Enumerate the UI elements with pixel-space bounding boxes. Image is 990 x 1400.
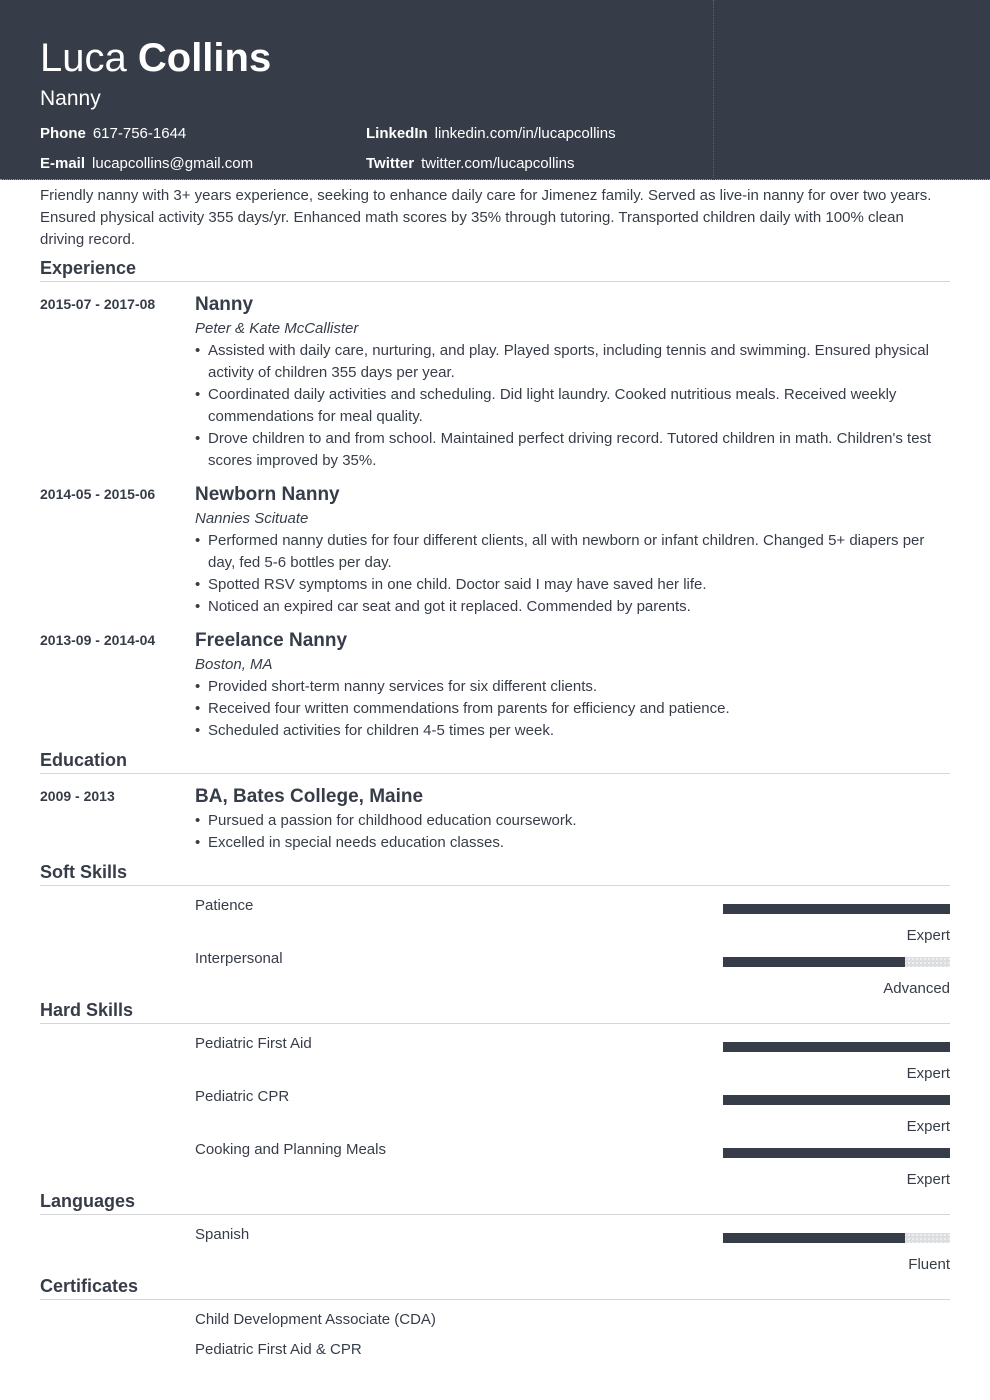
entry-date: 2013-09 - 2014-04: [40, 632, 156, 648]
phone-label: Phone: [40, 125, 86, 142]
skill-level-label: Advanced: [883, 980, 950, 997]
contact-twitter: [366, 155, 574, 173]
section-education-heading: Education: [40, 749, 950, 774]
resume-header: [0, 0, 990, 180]
bullet-item: • Performed nanny duties for four different clients, all with newborn or infant children. Changed 5+ diapers per day, fed 5-6 bottles per day.: [195, 532, 925, 571]
section-certificates-heading: Certificates: [40, 1275, 950, 1300]
entry-bullets: [195, 676, 950, 742]
certificate-item: Pediatric First Aid & CPR: [195, 1341, 362, 1358]
contact-linkedin: [366, 125, 616, 143]
skill-level-bar: [723, 1148, 950, 1158]
entry-bullets: [195, 340, 950, 472]
job-title: Nanny: [40, 87, 101, 110]
phone-value[interactable]: 617-756-1644: [92, 125, 187, 142]
bullet-item: • Assisted with daily care, nurturing, and play. Played sports, including tennis and swimming. Ensured physical activity of children 355 days per year.: [195, 342, 929, 381]
entry-role: Newborn Nanny: [195, 484, 340, 505]
contact-email: [40, 155, 253, 173]
skill-name: Cooking and Planning Meals: [195, 1141, 386, 1158]
skill-level-fill: [723, 904, 950, 914]
bullet-item: • Drove children to and from school. Maintained perfect driving record. Tutored children in math. Children's test scores improved by 35%.: [195, 430, 932, 469]
contact-phone: [40, 125, 186, 143]
skill-row: [195, 896, 950, 944]
skill-level-label: Expert: [906, 1171, 950, 1188]
skill-level-fill: [723, 1095, 950, 1105]
bullet-icon: •: [195, 598, 201, 615]
skill-name: Interpersonal: [195, 950, 283, 967]
summary: Friendly nanny with 3+ years experience, seeking to enhance daily care for Jimenez family. Served as live-in nanny for over two years. Ensured physical activity 355 days/yr. Enhanced math scores by 35% through tutoring. Transported children daily with 100% clean driving record.: [40, 187, 932, 248]
skill-level-fill: [723, 1148, 950, 1158]
entry-organization: Nannies Scituate: [195, 510, 309, 527]
skill-level-bar: [723, 957, 950, 967]
bullet-item: • Coordinated daily activities and scheduling. Did light laundry. Cooked nutritious meals. Received weekly commendations for meal quality.: [195, 386, 897, 425]
entry-date: 2009 - 2013: [40, 788, 115, 804]
skill-row: [195, 1087, 950, 1135]
bullet-icon: •: [195, 678, 201, 695]
linkedin-value[interactable]: linkedin.com/in/lucapcollins: [434, 125, 616, 142]
bullet-icon: •: [195, 722, 201, 739]
email-label: E-mail: [40, 155, 86, 172]
bullet-icon: •: [195, 342, 201, 359]
bullet-item: • Spotted RSV symptoms in one child. Doctor said I may have saved her life.: [195, 574, 950, 596]
bullet-icon: •: [195, 576, 201, 593]
language-name: Spanish: [195, 1226, 250, 1243]
last-name: Collins: [137, 36, 272, 80]
section-hard-skills-heading: Hard Skills: [40, 999, 950, 1024]
candidate-name: [40, 34, 271, 82]
bullet-item: • Scheduled activities for children 4-5 times per week.: [195, 720, 950, 742]
skill-row: [195, 1034, 950, 1082]
entry-bullets: [195, 530, 950, 618]
skill-name: Patience: [195, 897, 254, 914]
bullet-icon: •: [195, 812, 201, 829]
skill-level-bar: [723, 904, 950, 914]
email-value[interactable]: lucapcollins@gmail.com: [92, 155, 254, 172]
bullet-icon: •: [195, 430, 201, 447]
entry-role: Nanny: [195, 294, 254, 315]
language-level-label: Fluent: [908, 1256, 950, 1273]
skill-level-fill: [723, 1042, 950, 1052]
language-level-fill: [723, 1233, 905, 1243]
bullet-item: • Received four written commendations from parents for efficiency and patience.: [195, 698, 950, 720]
section-experience-heading: Experience: [40, 257, 950, 282]
section-soft-skills-heading: Soft Skills: [40, 861, 950, 886]
bullet-icon: •: [195, 386, 201, 403]
skill-row: [195, 1140, 950, 1188]
entry-date: 2015-07 - 2017-08: [40, 296, 156, 312]
entry-bullets: [195, 810, 950, 854]
bullet-item: • Noticed an expired car seat and got it replaced. Commended by parents.: [195, 596, 950, 618]
skill-row: [195, 949, 950, 997]
skill-name: Pediatric First Aid: [195, 1035, 312, 1052]
twitter-label: Twitter: [366, 155, 415, 172]
entry-organization: Boston, MA: [195, 656, 273, 673]
linkedin-label: LinkedIn: [366, 125, 428, 142]
bullet-icon: •: [195, 700, 201, 717]
language-level-bar: [723, 1233, 950, 1243]
entry-date: 2014-05 - 2015-06: [40, 486, 156, 502]
entry-organization: Peter & Kate McCallister: [195, 320, 359, 337]
bullet-item: • Excelled in special needs education classes.: [195, 832, 950, 854]
skill-level-label: Expert: [906, 927, 950, 944]
bullet-item: • Pursued a passion for childhood education coursework.: [195, 810, 950, 832]
skill-level-label: Expert: [906, 1065, 950, 1082]
entry-degree: BA, Bates College, Maine: [195, 786, 424, 807]
section-languages-heading: Languages: [40, 1190, 950, 1215]
skill-level-bar: [723, 1042, 950, 1052]
skill-level-label: Expert: [906, 1118, 950, 1135]
skill-name: Pediatric CPR: [195, 1088, 290, 1105]
skill-level-bar: [723, 1095, 950, 1105]
bullet-item: • Provided short-term nanny services for six different clients.: [195, 676, 950, 698]
certificate-item: Child Development Associate (CDA): [195, 1311, 436, 1328]
skill-level-fill: [723, 957, 905, 967]
header-divider: [713, 0, 714, 180]
bullet-icon: •: [195, 532, 201, 549]
language-row: [195, 1225, 950, 1273]
entry-role: Freelance Nanny: [195, 630, 348, 651]
bullet-icon: •: [195, 834, 201, 851]
twitter-value[interactable]: twitter.com/lucapcollins: [421, 155, 575, 172]
first-name: Luca: [40, 36, 127, 80]
